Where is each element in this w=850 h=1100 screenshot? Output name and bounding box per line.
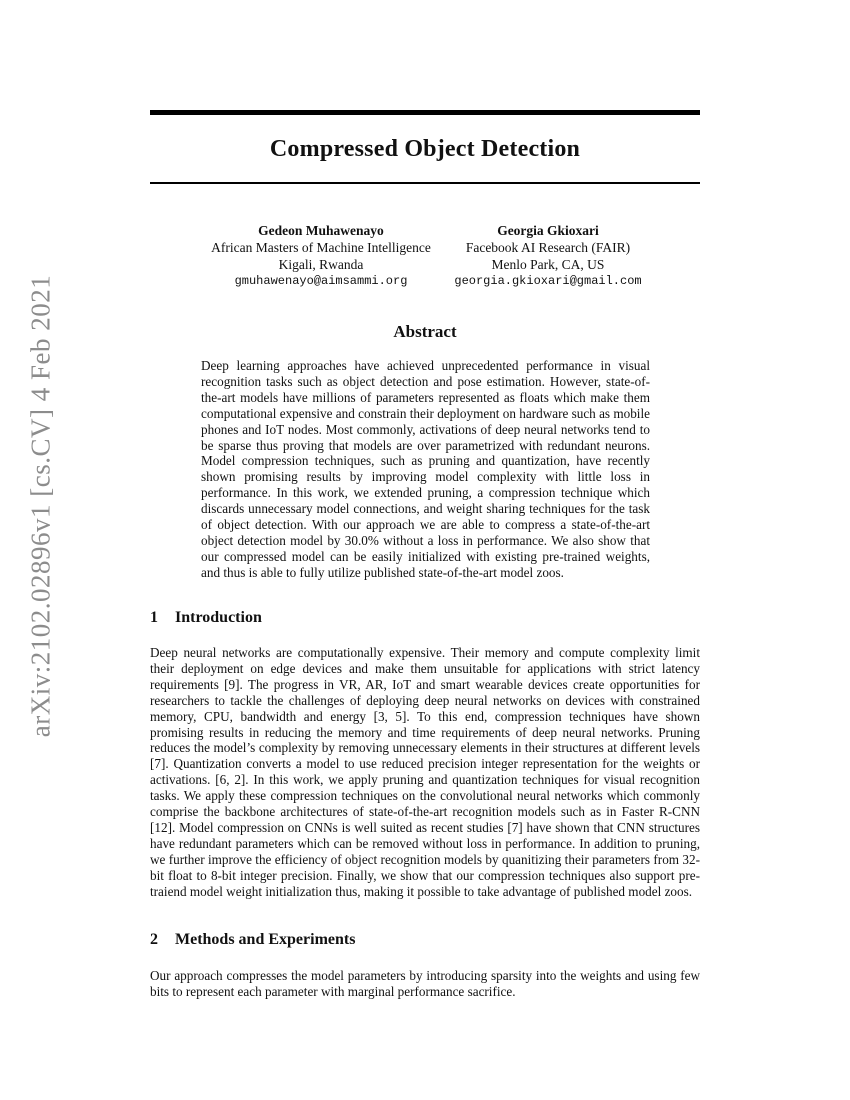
section-number: 1 xyxy=(150,609,158,626)
author-location: Kigali, Rwanda xyxy=(278,257,364,272)
author-email[interactable]: gmuhawenayo@aimsammi.org xyxy=(234,274,408,288)
title-bottom-rule xyxy=(150,182,700,184)
section-title: Methods and Experiments xyxy=(175,931,356,948)
author-location: Menlo Park, CA, US xyxy=(491,257,605,272)
author-affiliation: Facebook AI Research (FAIR) xyxy=(465,240,631,255)
author-block-1 xyxy=(196,222,446,290)
author-name: Georgia Gkioxari xyxy=(497,223,599,238)
section-heading-introduction xyxy=(150,609,262,627)
author-name: Gedeon Muhawenayo xyxy=(258,223,384,238)
paper-title: Compressed Object Detection xyxy=(269,136,581,162)
abstract-heading: Abstract xyxy=(393,322,457,341)
section-number: 2 xyxy=(150,931,158,948)
section-title: Introduction xyxy=(175,609,262,626)
title-top-rule xyxy=(150,110,700,115)
abstract-text: Deep learning approaches have achieved unprecedented performance in visual recognition tasks such as object detection and pose estimation. However, state-of-the-art models have millions of parameters represented as floats which make them computational expensive and constrain their deployment on hardware such as mobile phones and IoT nodes. Most commonly, activations of deep neural networks tend to be sparse thus proving that models are over parametrized with redundant neurons. Model compression techniques, such as pruning and quantization, have recently shown promising results by improving model complexity with little loss in performance. In this work, we extended pruning, a compression technique which discards unnecessary model connections, and weight sharing techniques for the task of object detection. With our approach we are able to compress a state-of-the-art object detection model by 30.0% without a loss in performance. We also show that our compressed model can be easily initialized with existing pre-trained weights, and thus is able to fully utilize published state-of-the-art model zoos. xyxy=(201,358,650,580)
author-affiliation: African Masters of Machine Intelligence xyxy=(211,240,431,255)
section-heading-methods xyxy=(150,931,355,949)
author-block-2 xyxy=(438,222,658,290)
introduction-paragraph: Deep neural networks are computationally expensive. Their memory and compute complexity limit their deployment on edge devices and make them unsuitable for applications with strict latency requirements [9]. The progress in VR, AR, IoT and smart wearable devices create opportunities for researchers to tackle the challenges of deploying deep neural networks on devices with constrained memory, CPU, bandwidth and energy [3, 5]. To this end, compression techniques have shown promising results in reducing the memory and time requirements of deep neural networks. Pruning reduces the model’s complexity by removing unnecessary elements in their structures at different levels [7]. Quantization converts a model to use reduced precision integer representation for the weights or activations. [6, 2]. In this work, we apply pruning and quantization techniques for visual recognition tasks. We apply these compression techniques on the convolutional neural networks which commonly comprise the backbone architectures of state-of-the-art recognition models such as in Faster R-CNN [12]. Model compression on CNNs is well suited as recent studies [7] have shown that CNN structures have redundant parameters which can be removed without loss in performance. In addition to pruning, we further improve the efficiency of object recognition models by quanitizing their parameters from 32-bit float to 8-bit integer precision. Finally, we show that our compression techniques also support pre-traiend model weight initialization thus, making it possible to take advantage of published model zoos. xyxy=(150,645,700,899)
arxiv-identifier: arXiv:2102.02896v1 [cs.CV] 4 Feb 2021 xyxy=(25,274,56,738)
author-email[interactable]: georgia.gkioxari@gmail.com xyxy=(454,274,642,288)
methods-paragraph: Our approach compresses the model parameters by introducing sparsity into the weights and using few bits to represent each parameter with marginal performance sacrifice. xyxy=(150,968,700,999)
